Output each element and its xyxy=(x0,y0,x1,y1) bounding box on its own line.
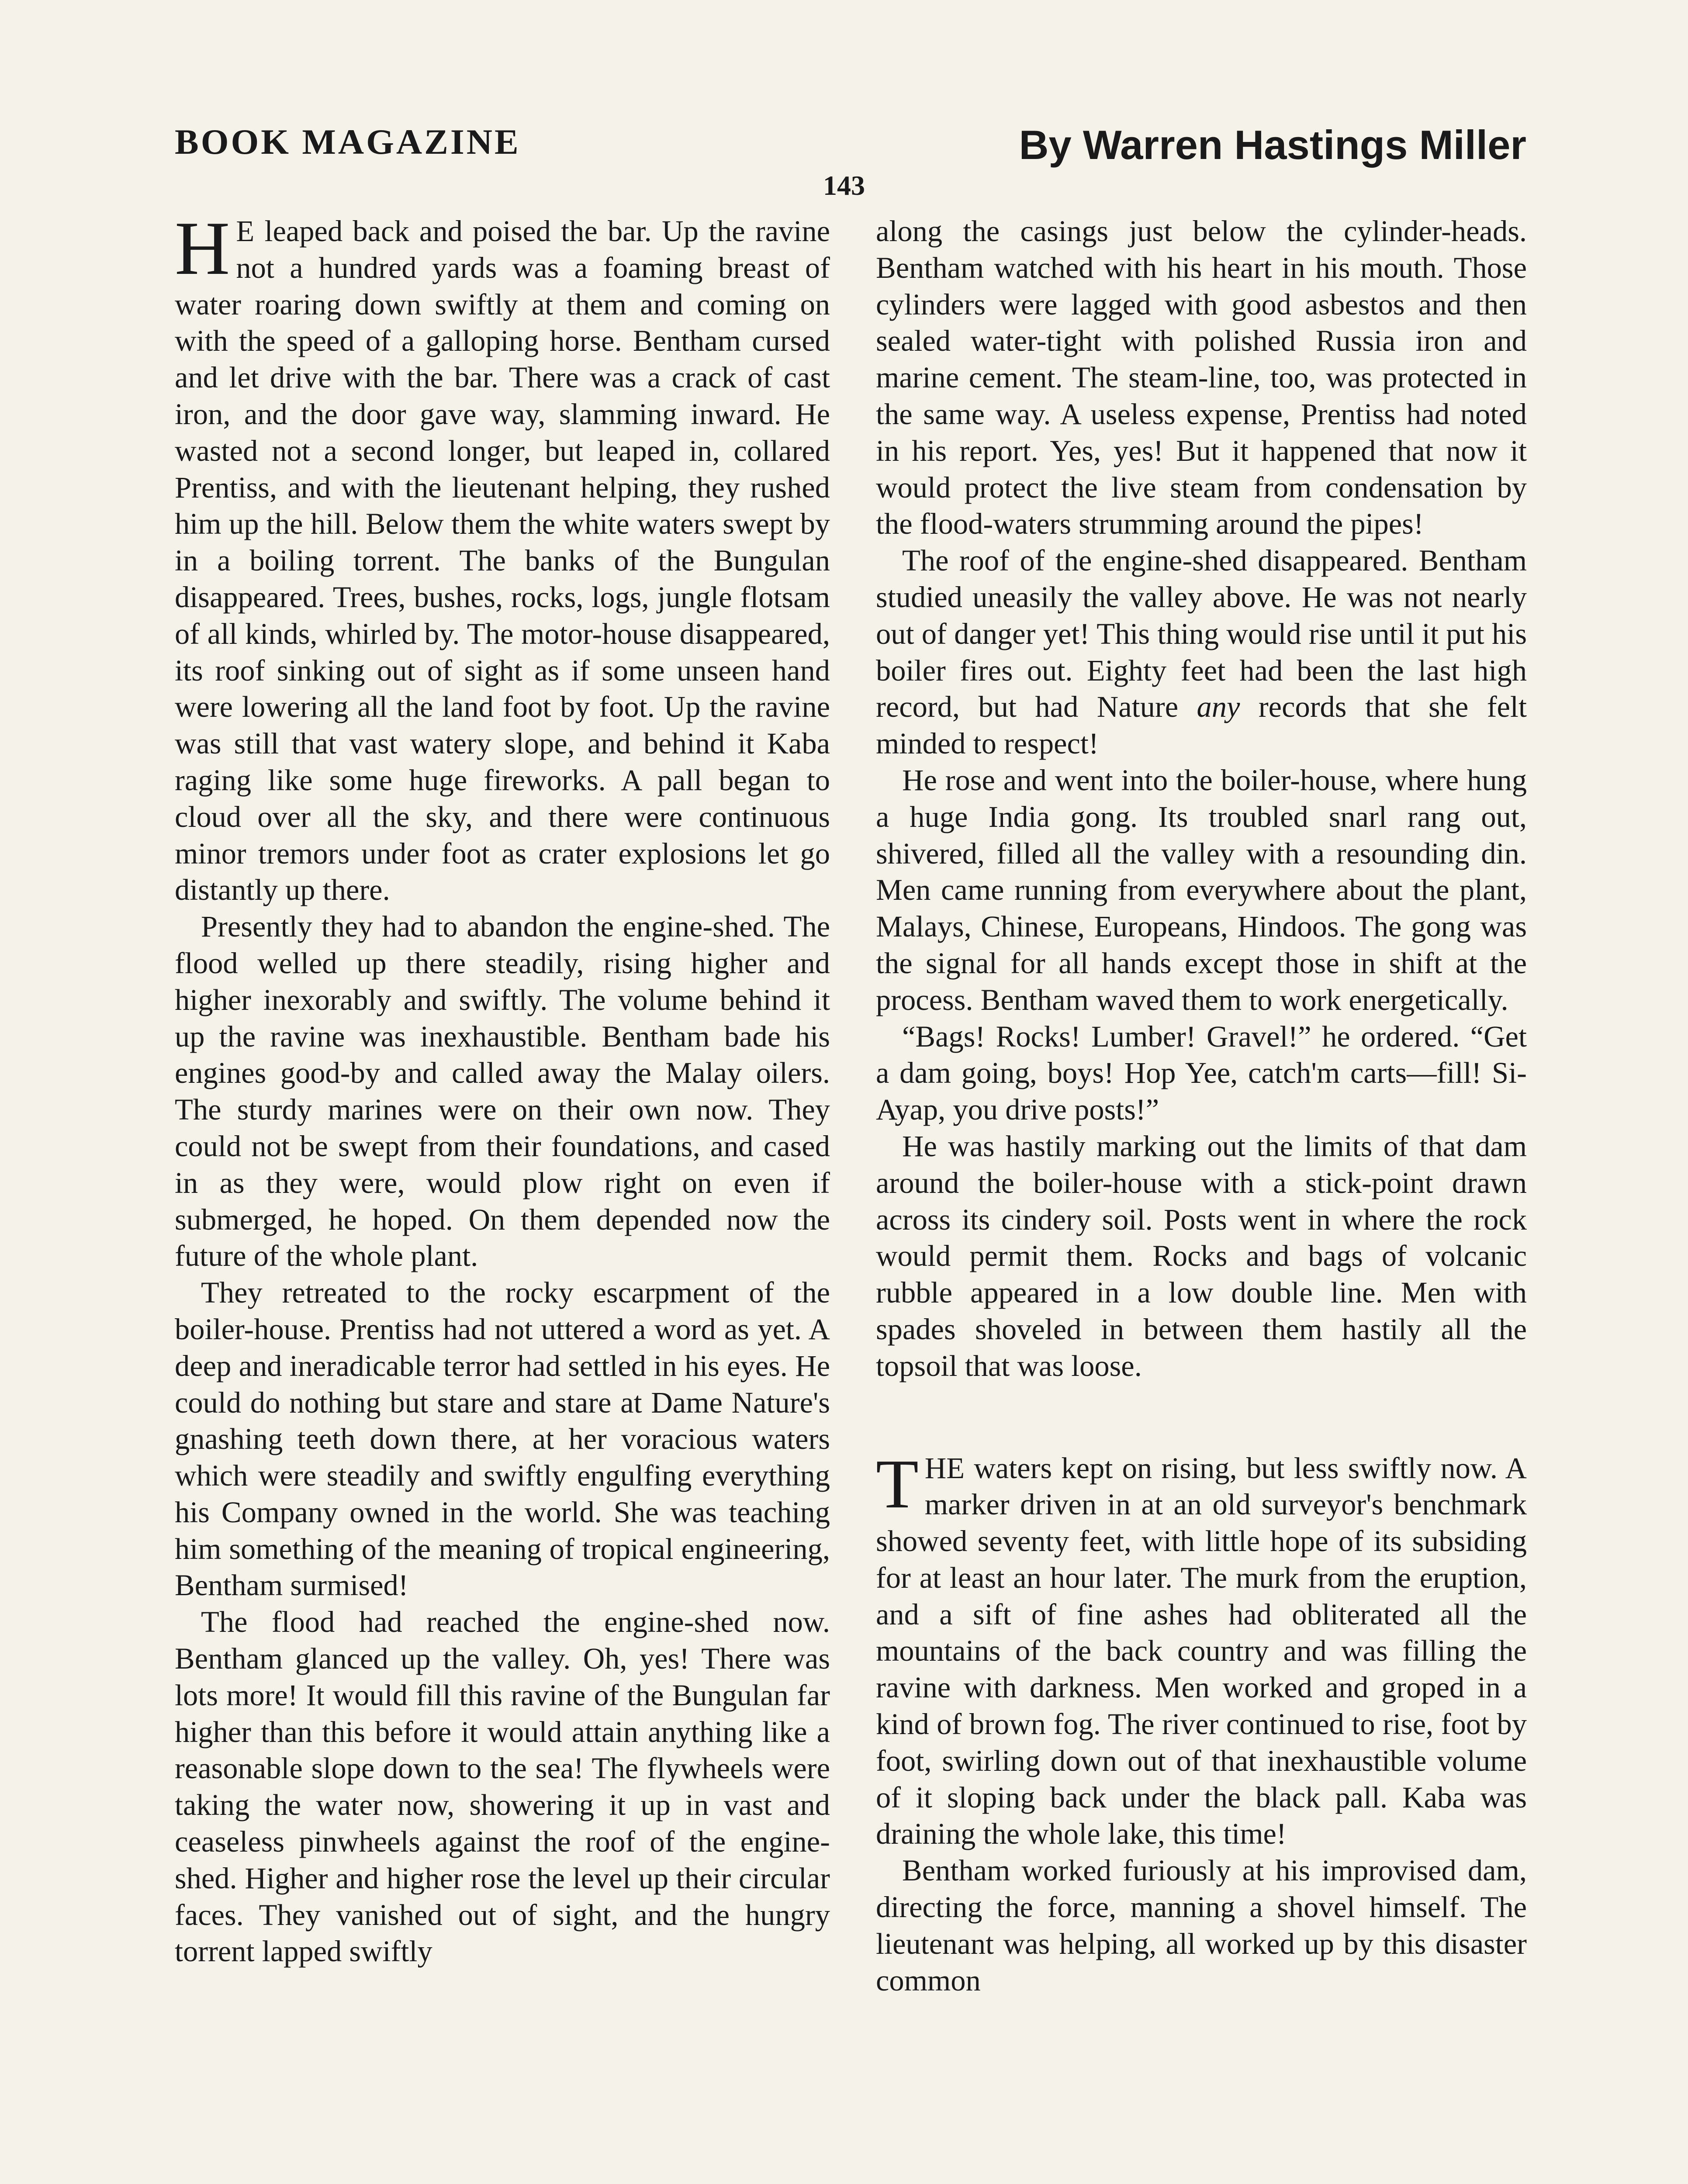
paragraph xyxy=(876,1444,1527,1853)
left-column xyxy=(175,206,830,1970)
drop-cap: T xyxy=(876,1444,919,1523)
paragraph: Presently they had to abandon the engine-shed. The flood welled up there steadily, rising higher and higher inexorably and swiftly. The volume behind it up the ravine was inexhaustible. Bentham bade his engines good-by and called away the Malay oilers. The sturdy marines were on their own now. They could not be swept from their foundations, and cased in as they were, would plow right on even if submerged, he hoped. On them depended now the future of the whole plant. xyxy=(175,910,830,1273)
paragraph-text: HE waters kept on rising, but less swiftly now. A marker driven in at an old surveyor's benchmark showed seventy feet, with little hope of its subsiding for at least an hour later. The murk from the eruption, and a sift of fine ashes had obliterated all the mountains of the back country and was filling the ravine with darkness. Men worked and groped in a kind of brown fog. The river continued to rise, foot by foot, swirling down out of that inexhaustible volume of it sloping back under the black pall. Kaba was draining the whole lake, this time! xyxy=(876,1451,1527,1851)
paragraph: They retreated to the rocky escarpment of the boiler-house. Prentiss had not uttered a word as yet. A deep and ineradicable terror had settled in his eyes. He could do nothing but stare and stare at Dame Nature's gnashing teeth down there, at her voracious waters which were steadily and swiftly engulfing everything his Company owned in the world. She was teaching him something of the meaning of tropical engineering, Bentham surmised! xyxy=(175,1276,830,1602)
paragraph: “Bags! Rocks! Lumber! Gravel!” he ordered. “Get a dam going, boys! Hop Yee, catch'm carts—fill! Si-Ayap, you drive posts!” xyxy=(876,1019,1527,1127)
page-number: 143 xyxy=(823,170,865,201)
paragraph: Bentham worked furiously at his improvised dam, directing the force, manning a shovel himself. The lieutenant was helping, all worked up by this disaster common xyxy=(876,1854,1527,1997)
paragraph: He rose and went into the boiler-house, where hung a huge India gong. Its troubled snarl rang out, shivered, filled all the valley with a resounding din. Men came running from everywhere about the plant, Malays, Chinese, Europeans, Hindoos. The gong was the signal for all hands except those in shift at the process. Bentham waved them to work energetically. xyxy=(876,763,1527,1016)
paragraph-text: The roof of the engine-shed disappeared. Bentham studied uneasily the valley above. He was not nearly out of danger yet! This thing would rise until it put his boiler fires out. Eighty feet had been the last high record, but had Nature xyxy=(876,544,1527,724)
paragraph xyxy=(876,543,1527,762)
paragraph: along the casings just below the cylinder-heads. Bentham watched with his heart in his mouth. Those cylinders were lagged with good asbestos and then sealed water-tight with polished Russia iron and marine cement. The steam-line, too, was protected in the same way. A useless expense, Prentiss had noted in his report. Yes, yes! But it happened that now it would protect the live steam from condensation by the flood-waters strumming around the pipes! xyxy=(876,214,1527,541)
emphasis: any xyxy=(1197,690,1240,724)
paragraph: He was hastily marking out the limits of that dam around the boiler-house with a stick-point drawn across its cindery soil. Posts went in where the rock would permit them. Rocks and bags of volcanic rubble appeared in a low double line. Men with spades shoveled in between them hastily all the topsoil that was loose. xyxy=(876,1129,1527,1382)
paragraph: The flood had reached the engine-shed now. Bentham glanced up the valley. Oh, yes! There was lots more! It would fill this ravine of the Bungulan far higher than this before it would attain anything like a reasonable slope down to the sea! The flywheels were taking the water now, showering it up in vast and ceaseless pinwheels against the roof of the engine-shed. Higher and higher rose the level up their circular faces. They vanished out of sight, and the hungry torrent lapped swiftly xyxy=(175,1605,830,1968)
magazine-title: BOOK MAGAZINE xyxy=(175,122,521,162)
right-column xyxy=(876,213,1527,1999)
paragraph-text: E leaped back and poised the bar. Up the ravine not a hundred yards was a foaming breast of water roaring down swiftly at them and coming on with the speed of a galloping horse. Bentham cursed and let drive with the bar. There was a crack of cast iron, and the door gave way, slamming inward. He wasted not a second longer, but leaped in, collared Prentiss, and with the lieutenant helping, they rushed him up the hill. Below them the white waters swept by in a boiling torrent. The banks of the Bungulan disappeared. Trees, bushes, rocks, logs, jungle flotsam of all kinds, whirled by. The motor-house disappeared, its roof sinking out of sight as if some unseen hand were lowering all the land foot by foot. Up the ravine was still that vast watery slope, and behind it Kaba raging like some huge fireworks. A pall began to cloud over all the sky, and there were continuous minor tremors under foot as crater explosions let go distantly up there. xyxy=(175,214,830,907)
paragraph xyxy=(175,206,830,909)
paragraph-text: records that she felt minded to respect! xyxy=(876,690,1527,760)
drop-cap: H xyxy=(175,206,230,290)
author-byline: By Warren Hastings Miller xyxy=(1019,122,1526,168)
